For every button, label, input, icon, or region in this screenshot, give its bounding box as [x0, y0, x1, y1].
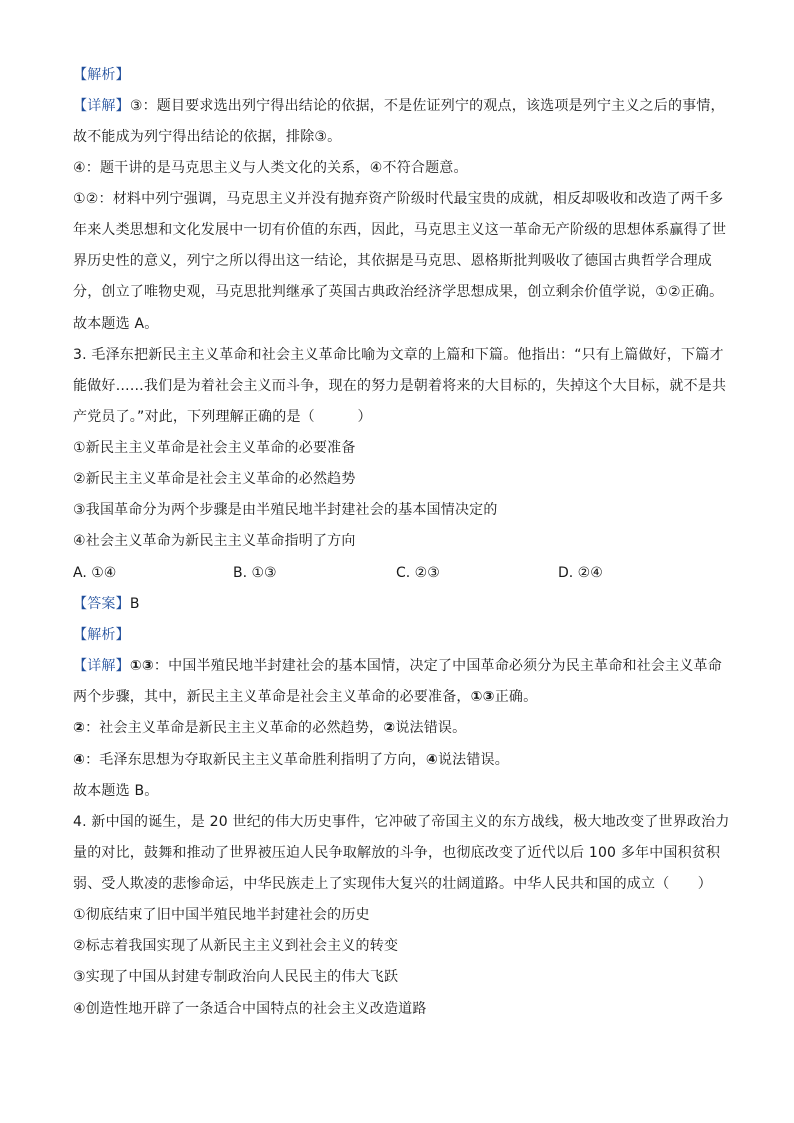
option-a: A. ①④	[73, 565, 117, 581]
detail-paragraph-line: 界历史性的意义，列宁之所以得出这一结论，其依据是马克思、恩格斯批判吸收了德国古典哲学合理成	[73, 253, 712, 269]
option-d: D. ②④	[558, 565, 603, 581]
question-4-stem: 弱、受人欺凌的悲惨命运，中华民族走上了实现伟大复兴的壮阔道路。中华人民共和国的成立（ ）	[73, 876, 712, 892]
analysis-heading: 【解析】	[73, 67, 130, 83]
detail-paragraph-line: 故不能成为列宁得出结论的依据，排除③。	[73, 129, 342, 145]
answer-line	[73, 594, 733, 614]
detail-paragraph-line: 【详解】①③：中国半殖民地半封建社会的基本国情，决定了中国革命必须分为民主革命和社会主义革命	[73, 658, 722, 674]
option-c: C. ②③	[396, 565, 440, 581]
detail-paragraph-line: 年来人类思想和文化发展中一切有价值的东西，因此，马克思主义这一革命无产阶级的思想体系赢得了世	[73, 222, 727, 238]
question-4-stem: 量的对比，鼓舞和推动了世界被压迫人民争取解放的斗争，也彻底改变了近代以后 100 多年中国积贫积	[73, 845, 721, 861]
question-3-stem: 能做好……我们是为着社会主义而斗争，现在的努力是朝着将来的大目标的，失掉这个大目标，就不是共	[73, 378, 727, 394]
detail-paragraph-line: 两个步骤，其中，新民主主义革命是社会主义革命的必要准备，①③正确。	[73, 689, 538, 705]
question-3-stem: 产党员了。”对此，下列理解正确的是（ ）	[73, 409, 372, 425]
detail-paragraph-line: 【详解】③：题目要求选出列宁得出结论的依据，不是佐证列宁的观点，该选项是列宁主义之后的事情，	[73, 98, 725, 114]
conclusion-text: 故本题选 B。	[73, 783, 159, 799]
conclusion-text: 故本题选 A。	[73, 316, 159, 332]
detail-paragraph-line: ④：题干讲的是马克思主义与人类文化的关系，④不符合题意。	[73, 160, 468, 176]
question-3-item: ②新民主主义革命是社会主义革命的必然趋势	[73, 471, 356, 487]
detail-paragraph-line: ①②：材料中列宁强调，马克思主义并没有抛弃资产阶级时代最宝贵的成就，相反却吸收和改造了两千多	[73, 191, 724, 207]
question-4-item: ②标志着我国实现了从新民主主义到社会主义的转变	[73, 938, 399, 954]
analysis-heading: 【解析】	[73, 627, 130, 643]
option-b: B. ①③	[233, 565, 277, 581]
detail-heading: 【详解】	[73, 98, 130, 114]
detail-paragraph-line: 分，创立了唯物史观，马克思批判继承了英国古典政治经济学思想成果，创立剩余价值学说，①②正确。	[73, 284, 724, 300]
answer-value: B	[129, 596, 140, 612]
question-4-item: ①彻底结束了旧中国半殖民地半封建社会的历史	[73, 907, 370, 923]
answer-heading: 【答案】	[73, 596, 130, 612]
question-4-item: ④创造性地开辟了一条适合中国特点的社会主义改造道路	[73, 1001, 427, 1017]
detail-paragraph-line: ②：社会主义革命是新民主主义革命的必然趋势，②说法错误。	[73, 720, 467, 736]
detail-paragraph-line: ④：毛泽东思想为夺取新民主主义革命胜利指明了方向，④说法错误。	[73, 752, 509, 768]
question-4-stem: 4. 新中国的诞生，是 20 世纪的伟大历史事件，它冲破了帝国主义的东方战线，极大地改变了世界政治力	[73, 814, 730, 830]
question-4-item: ③实现了中国从封建专制政治向人民民主的伟大飞跃	[73, 969, 399, 985]
question-3-item: ④社会主义革命为新民主主义革命指明了方向	[73, 533, 356, 549]
question-3-item: ③我国革命分为两个步骤是由半殖民地半封建社会的基本国情决定的	[73, 502, 498, 518]
question-3-stem: 3. 毛泽东把新民主主义革命和社会主义革命比喻为文章的上篇和下篇。他指出：“只有上篇做好，下篇才	[73, 347, 724, 363]
question-3-item: ①新民主主义革命是社会主义革命的必要准备	[73, 440, 356, 456]
detail-heading: 【详解】	[73, 658, 130, 674]
